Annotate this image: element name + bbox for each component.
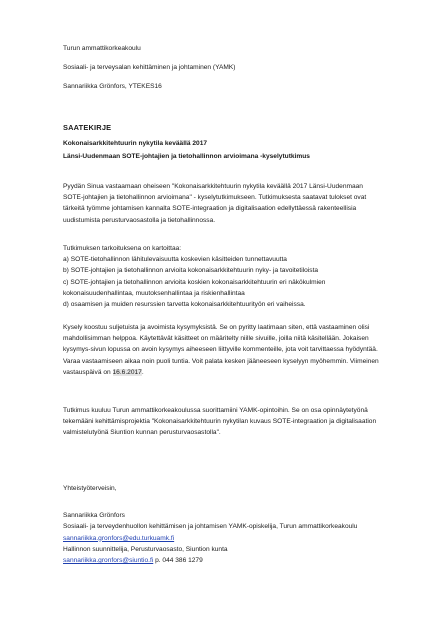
work-email-link[interactable]: sannariikka.gronfors@siuntio.fi <box>63 557 154 565</box>
survey-subtitle: Länsi-Uudenmaan SOTE-johtajien ja tietohallinnon arvioimana -kyselytutkimus <box>63 153 310 161</box>
survey-deadline-line <box>63 367 403 378</box>
survey-line: Varaa vastaamiseen aikaa noin puoli tuntia. Voit palata kesken jääneeseen kyselyyn myöhemmin. Viimeinen <box>63 357 379 365</box>
intro-line: SOTE-johtajien ja tietohallinnon arvioimana" - kyselytutkimukseen. Tutkimuksesta saatavat tulokset ovat <box>63 194 367 202</box>
objectives-intro: Tutkimuksen tarkoituksena on kartoittaa: <box>63 245 182 252</box>
sender-author: Sannariikka Grönfors, YTEKES16 <box>63 83 162 91</box>
signer-role-student: Sosiaali- ja terveydenhuollon kehittämisen ja johtamisen YAMK-opiskelija, Turun ammattikorkeakoulu <box>63 523 358 531</box>
phone-number: p. 044 386 1279 <box>153 557 203 565</box>
context-line: Tutkimus kuuluu Turun ammattikorkeakoulussa suorittamiini YAMK-opintoihin. Se on osa opinnäytetyönä <box>63 407 368 414</box>
survey-line: mahdollisimman helppoa. Käytettävät käsitteet on määritelty niille sivuille, joilla niitä käsitellään. Jokaisen <box>63 335 369 343</box>
letter-title <box>63 122 403 163</box>
closing-greeting: Yhteistyöterveisin, <box>63 485 117 492</box>
sender-header <box>63 43 403 93</box>
objectives-list <box>63 243 403 310</box>
signer-name: Sannariikka Grönfors <box>63 512 125 520</box>
signature-block <box>63 483 403 566</box>
intro-line: tärkeitä työmme johtamisen kannalta SOTE-integraation ja digitalisaation edellyttäessä rakenteellisia <box>63 205 357 213</box>
survey-line: Kysely koostuu suljetuista ja avoimista kysymyksistä. Se on pyritty laatimaan siten, että vastaaminen olisi <box>63 324 370 331</box>
objective-item: c) SOTE-johtajien ja tietohallinnon arvioita koskien kokonaisarkkitehtuurin eri näkökulmien <box>63 278 326 286</box>
deadline-suffix: . <box>141 368 144 376</box>
context-line: tekemääni kehittämisprojektia "Kokonaisarkkitehtuurin nykytilan kuvaus SOTE-integraation ja digitalisaation <box>63 418 377 426</box>
sender-org: Turun ammattikorkeakoulu <box>63 45 141 52</box>
student-email-link[interactable]: sannariikka.gronfors@edu.turkuamk.fi <box>63 534 175 542</box>
deadline-prefix: vastauspäivä on <box>63 368 113 376</box>
objective-item: d) osaamisen ja muiden resurssien tarvetta kokonaisarkkitehtuurityön eri vaiheissa. <box>63 301 306 309</box>
objective-item: b) SOTE-johtajien ja tietohallinnon arvioita kokonaisarkkitehtuurin nyky- ja tavoitetiloista <box>63 267 319 275</box>
sender-program: Sosiaali- ja terveysalan kehittäminen ja johtaminen (YAMK) <box>63 64 236 72</box>
work-contact-line <box>63 555 403 566</box>
intro-line: Pyydän Sinua vastaamaan oheiseen "Kokonaisarkkitehtuurin nykytila keväällä 2017 Länsi-Uudenmaan <box>63 183 363 190</box>
survey-title: Kokonaisarkkitehtuurin nykytila keväällä 2017 <box>63 140 208 148</box>
deadline-date: 16.6.2017 <box>112 368 142 376</box>
intro-line: uudistumista perusturvaosastolla ja tietohallinnossa. <box>63 216 216 224</box>
signer-role-job: Hallinnon suunnittelija, Perusturvaosasto, Siuntion kunta <box>63 545 228 553</box>
objective-item: a) SOTE-tietohallinnon lähitulevaisuutta koskevien käsitteiden tunnettavuutta <box>63 256 287 264</box>
context-line: valmistelutyönä Siuntion kunnan perusturvaosastolla". <box>63 429 221 437</box>
survey-paragraph <box>63 322 403 378</box>
objective-item: kokonaisuudenhallintaa, muutoksenhallintaa ja riskienhallintaa <box>63 289 245 297</box>
intro-paragraph <box>63 181 403 226</box>
context-paragraph <box>63 405 403 439</box>
survey-line: kysymys-sivun lopussa on avoin kysymys aiheeseen liittyville kommenteille, jota voit tarvittaessa hyödyntää. <box>63 346 378 354</box>
letter-heading: SAATEKIRJE <box>63 123 112 132</box>
